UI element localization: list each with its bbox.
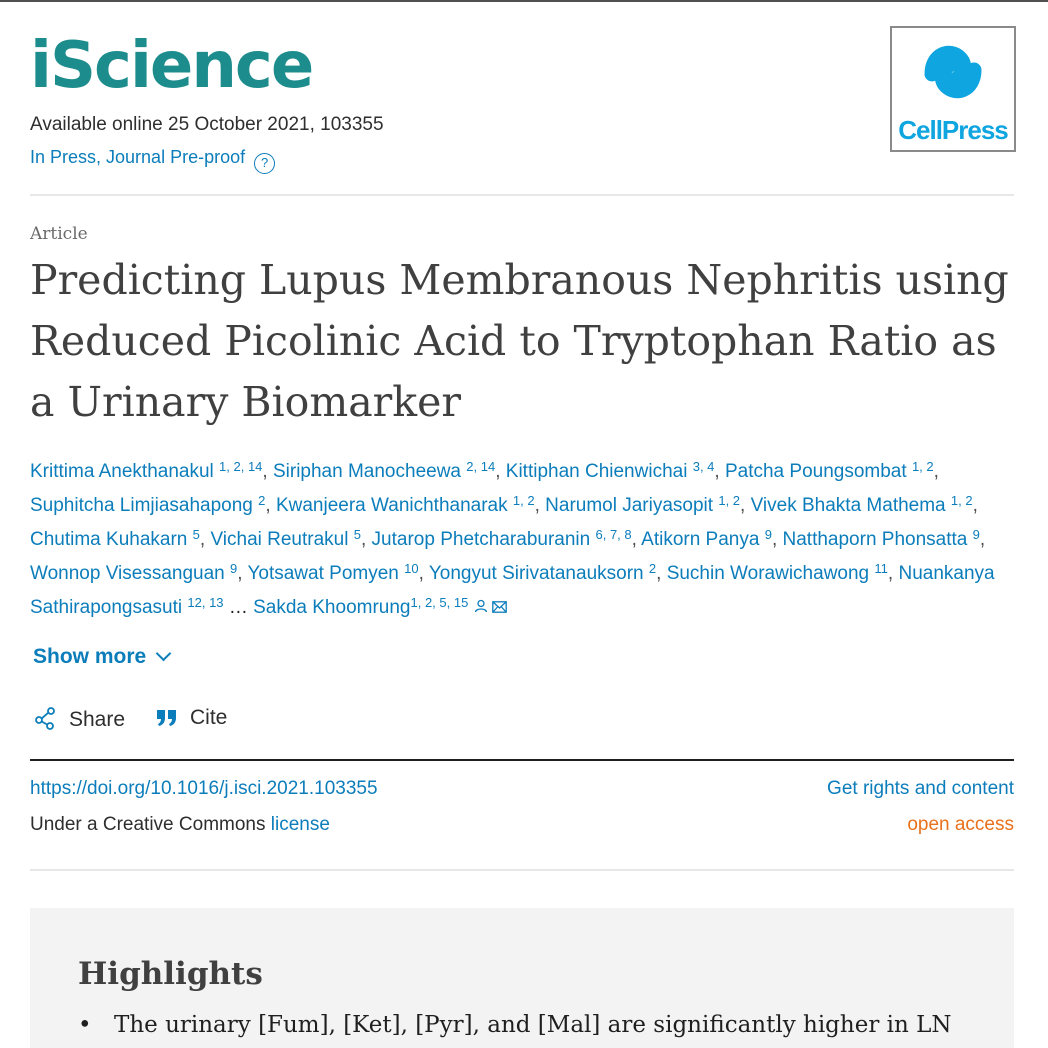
author-affiliation: 2 <box>258 493 266 508</box>
help-icon[interactable]: ? <box>254 153 275 174</box>
license-prefix: Under a Creative Commons <box>30 814 266 835</box>
share-button[interactable] <box>33 706 125 732</box>
author-link[interactable]: Suchin Worawichawong <box>666 563 870 584</box>
author-affiliation: 1, 2, 5, 15 <box>410 595 469 610</box>
highlight-text: The urinary [Fum], [Ket], [Pyr], and [Mal] are significantly higher in LN <box>114 1012 952 1038</box>
author-affiliation: 1, 2 <box>718 493 741 508</box>
author-affiliation: 6, 7, 8 <box>595 527 632 542</box>
bullet-icon: • <box>78 1012 92 1038</box>
author-link[interactable]: Narumol Jariyasopit <box>545 495 714 516</box>
content-divider <box>30 869 1014 871</box>
author-link[interactable]: Yotsawat Pomyen <box>247 563 399 584</box>
cite-label: Cite <box>190 706 228 729</box>
quote-icon <box>156 706 178 728</box>
author-link[interactable]: Nuankanya Sathirapongsasuti <box>30 563 995 618</box>
in-press-text: In Press, Journal Pre-proof <box>30 147 246 167</box>
cellpress-logo-icon <box>920 34 986 114</box>
author-affiliation: 9 <box>972 527 980 542</box>
author-link[interactable]: Atikorn Panya <box>641 529 760 550</box>
license-link[interactable]: license <box>270 814 330 835</box>
publisher-logo[interactable] <box>890 26 1016 152</box>
highlights-title: Highlights <box>78 956 263 992</box>
author-affiliation: 5 <box>353 527 361 542</box>
journal-logo[interactable]: iScience <box>30 29 313 103</box>
author-link[interactable]: Kittiphan Chienwichai <box>505 461 688 482</box>
author-affiliation: 12, 13 <box>187 595 224 610</box>
author-affiliation: 1, 2 <box>512 493 535 508</box>
author-affiliation: 1, 2, 14 <box>219 459 263 474</box>
person-icon[interactable] <box>474 600 492 617</box>
rights-link[interactable]: Get rights and content <box>827 778 1014 799</box>
author-link[interactable]: Krittima Anekthanakul <box>30 461 214 482</box>
author-link[interactable]: Vichai Reutrakul <box>210 529 349 550</box>
author-link[interactable]: Wonnop Visessanguan <box>30 563 225 584</box>
highlight-item <box>78 1012 952 1038</box>
author-link[interactable]: Yongyut Sirivatanauksorn <box>428 563 644 584</box>
author-link[interactable]: Chutima Kuhakarn <box>30 529 188 550</box>
cite-button[interactable] <box>156 706 227 730</box>
header-divider <box>30 194 1014 196</box>
author-affiliation: 1, 2 <box>911 459 934 474</box>
mail-icon[interactable] <box>492 600 507 617</box>
author-affiliation: 3, 4 <box>692 459 715 474</box>
show-more-button[interactable] <box>33 645 169 669</box>
author-link[interactable]: Jutarop Phetcharaburanin <box>371 529 591 550</box>
doi-link[interactable]: https://doi.org/10.1016/j.isci.2021.103355 <box>30 778 378 799</box>
share-icon <box>33 706 57 730</box>
show-more-label: Show more <box>33 645 147 668</box>
author-affiliation: 5 <box>192 527 200 542</box>
cellpress-wordmark: CellPress <box>898 115 1008 145</box>
available-online-date: Available online 25 October 2021, 103355 <box>30 114 384 135</box>
author-affiliation: 2 <box>648 561 657 576</box>
author-affiliation: 2, 14 <box>466 459 496 474</box>
article-type: Article <box>30 224 88 244</box>
author-link[interactable]: Kwanjeera Wanichthanarak <box>275 495 508 516</box>
author-affiliation: 11 <box>874 561 888 576</box>
article-title: Predicting Lupus Membranous Nephritis using Reduced Picolinic Acid to Tryptophan Ratio as a Urinary Biomarker <box>30 256 1009 426</box>
author-affiliation: 9 <box>230 561 238 576</box>
author-list: Krittima Anekthanakul $^{1, 2, 14}$, Siriphan Manocheewa $^{2, 14}$, Kittiphan Chienwichai $^{3, 4}$, Patcha Poungsombat $^{1, 2}$, Suphitcha Limjiasahapong $^2$, Kwanjeera Wanichthanarak $^{1, 2}$, Narumol Jariyasopit $^{1, 2}$, Vivek Bhakta Mathema $^{1, 2}$, Chutima Kuhakarn $^5$, Vichai Reutrakul $^5$, Jutarop Phetcharaburanin $^{6, 7, 8}$, Atikorn Panya $^9$, Natthaporn Phonsatta $^9$, Wonnop Visessanguan $^9$, Yotsawat Pomyen $^{10}$, Yongyut Sirivatanauksorn $^2$, Suchin Worawichawong $^{11}$, Nuankanya Sathirapongsasuti $^{12, 13}$ … Sakda Khoomrung$^{1, 2, 5, 15}$ <box>30 459 995 618</box>
license-line <box>30 814 330 836</box>
author-link[interactable]: Natthaporn Phonsatta <box>782 529 968 550</box>
author-affiliation: 9 <box>764 527 772 542</box>
top-border <box>0 0 1048 2</box>
meta-divider <box>30 759 1014 761</box>
authors-ellipsis: … <box>228 597 248 618</box>
author-affiliation: 10 <box>404 561 419 576</box>
author-link[interactable]: Suphitcha Limjiasahapong <box>30 495 253 516</box>
open-access-label: open access <box>907 814 1014 835</box>
share-label: Share <box>69 708 126 731</box>
highlights-section <box>30 908 1014 1048</box>
author-link[interactable]: Sakda Khoomrung <box>253 597 411 618</box>
author-link[interactable]: Patcha Poungsombat <box>724 461 907 482</box>
chevron-down-icon <box>156 646 172 662</box>
in-press-label[interactable] <box>30 147 275 174</box>
author-link[interactable]: Vivek Bhakta Mathema <box>750 495 946 516</box>
author-link[interactable]: Siriphan Manocheewa <box>272 461 461 482</box>
author-affiliation: 1, 2 <box>950 493 973 508</box>
